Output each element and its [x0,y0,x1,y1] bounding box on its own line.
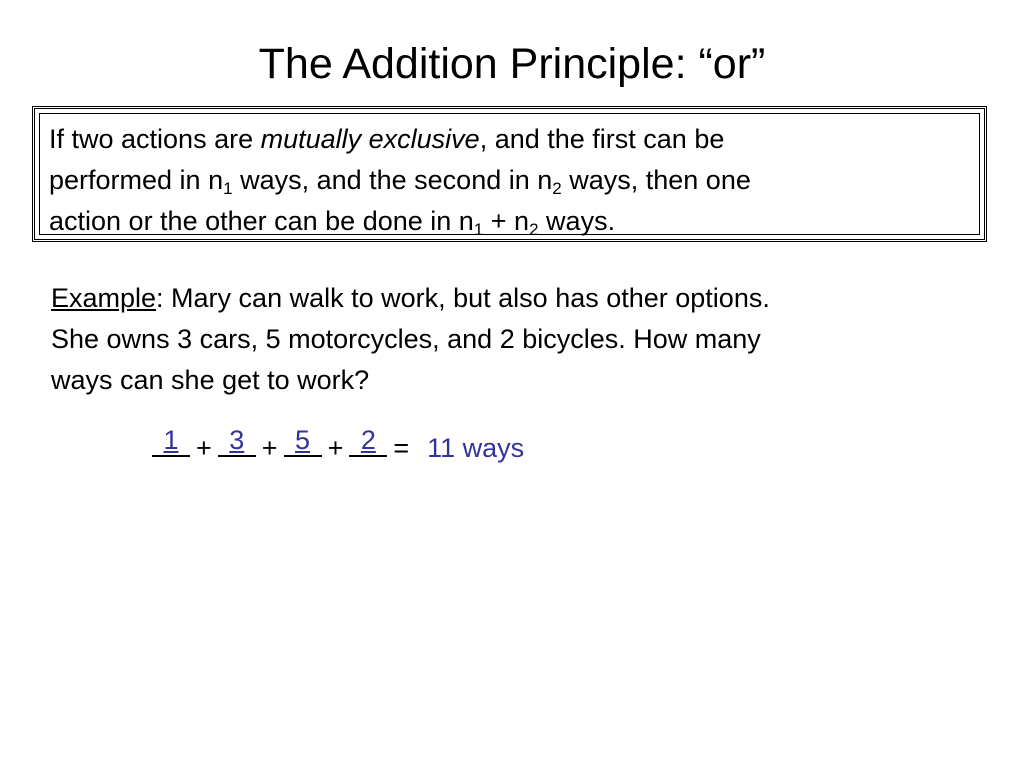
example-text-part: : Mary can walk to work, but also has other options. [156,283,770,313]
definition-line-3 [49,201,751,242]
subscript: 1 [223,179,233,198]
answer-blank [218,427,256,457]
definition-text-part: ways. [538,206,616,236]
answer-value: 2 [360,425,376,455]
definition-box [32,106,987,242]
plus-sign: + [196,433,212,463]
subscript: 2 [552,179,562,198]
equals-sign: = [393,433,410,463]
answer-value: 1 [163,425,179,455]
equation-result: 11 ways [427,433,525,463]
definition-text [49,119,751,242]
definition-text-part: ways, and the second in n [232,165,553,195]
plus-sign: + [327,433,344,463]
definition-text-part: action or the other can be done in n [49,206,474,236]
slide-title: The Addition Principle: “or” [258,40,766,88]
subscript: 1 [473,220,484,239]
definition-text-part: , and the first can be [479,124,725,154]
answer-value: 5 [295,425,311,455]
example-line-1 [51,278,770,319]
plus-sign: + [261,433,278,463]
definition-line-2 [49,160,751,201]
definition-text-part: + n [483,206,530,236]
answer-blank [284,427,322,457]
definition-text-part: If two actions are [49,124,261,154]
equation [152,427,524,467]
answer-value: 3 [229,425,245,455]
example-label: Example [51,283,157,313]
definition-line-1 [49,119,751,160]
definition-text-part: ways, then one [561,165,751,195]
answer-blank [152,427,190,457]
subscript: 2 [529,220,539,239]
mutually-exclusive-emphasis: mutually exclusive [260,124,480,154]
example-line-2: She owns 3 cars, 5 motorcycles, and 2 bicycles. How many [51,324,761,354]
answer-blank [349,427,387,457]
definition-text-part: performed in n [49,165,224,195]
example-line-3: ways can she get to work? [51,365,370,395]
example-text [51,278,770,401]
